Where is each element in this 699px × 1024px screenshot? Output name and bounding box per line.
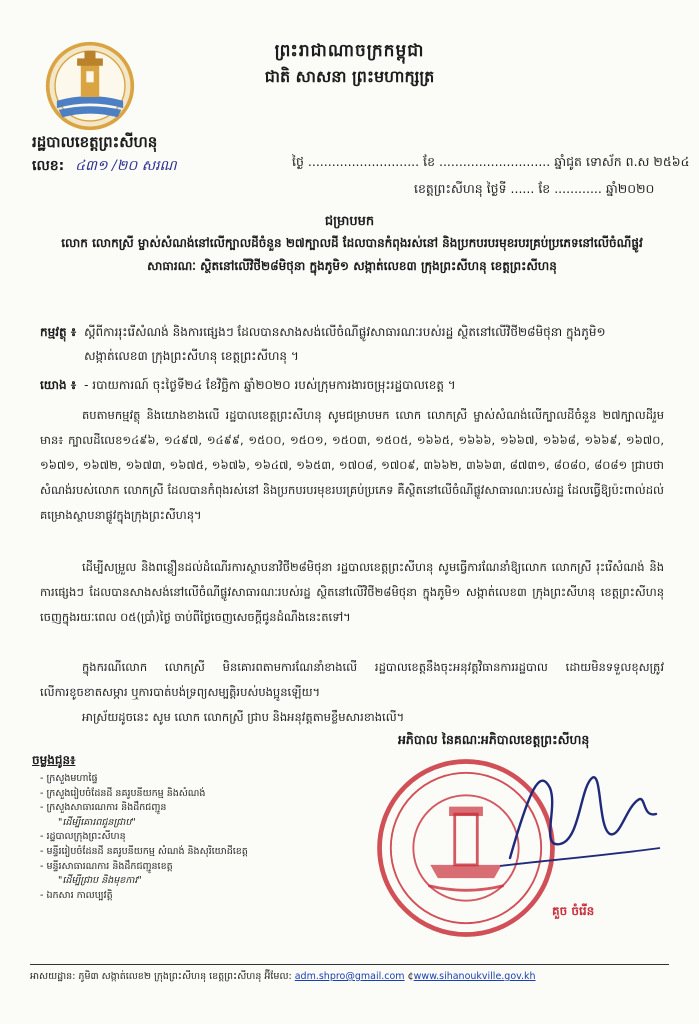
notice-addressee: លោក លោកស្រី ម្ចាស់សំណង់នៅលើក្បាលដីចំនួន ២៧ក្បាលដី ដែលបានកំពុងរស់នៅ និងប្រកបរបរមុខរបរគ្រប់ប្រភេទនៅលើចំណីផ្លូវសាធារណៈ ស្ថិតនៅលើវិថី២៨មិថុនា ក្នុងភូមិ១ សង្កាត់លេខ៣ ក្រុងព្រះសីហនុ ខេត្តព្រះសីហនុ [61,236,643,273]
kingdom-heading: ព្រះរាជាណាចក្រកម្ពុជា [274,41,425,61]
cc-item: - ឯកសារ កាលប្បវត្តិ [40,889,340,904]
number-value: ៤៣១ /២០ សរណ [75,158,177,174]
document-number [32,156,177,177]
subject-label: កម្មវត្ថុ ៖ [40,325,77,339]
footer-address: អាសយដ្ឋាន: ភូមិ៣ សង្កាត់លេខ២ ក្រុងព្រះសីហនុ ខេត្តព្រះសីហនុ អ៊ីមែល: [30,971,292,982]
notice-title: ជម្រាបមក [324,214,375,229]
footer-divider [30,964,669,965]
body-paragraph-3: ក្នុងករណីលោក លោកស្រី មិនគោរពតាមការណែនាំខាងលើ រដ្ឋបាលខេត្តនឹងចុះអនុវត្តវិធានការរដ្ឋបាល ដោយមិនទទួលខុសត្រូវលើការខូចខាតសម្ភារ ឬការបាត់បង់ទ្រព្យសម្បត្តិរបស់បងប្អូនឡើយ។ [40,660,664,699]
signatory-name: គួច ចំរើន [552,904,595,918]
number-label: លេខ: [32,158,65,174]
body-paragraph-2: ដើម្បីសម្រួល និងពន្លឿនដល់ដំណើរការស្ថាបនាវិថី២៨មិថុនា រដ្ឋបាលខេត្តព្រះសីហនុ សូមធ្វើការណែនាំឱ្យលោក លោកស្រី រុះរើសំណង់ និងការផ្សេងៗ ដែលបានសាងសង់នៅលើចំណីផ្លូវសាធារណៈរបស់រដ្ឋ ស្ថិតនៅលើវិថី២៨មិថុនា ក្នុងភូមិ១ សង្កាត់លេខ៣ ក្រុងព្រះសីហនុ ខេត្តព្រះសីហនុ ចេញក្នុងរយៈពេល ០៥(ប្រាំ)ថ្ងៃ ចាប់ពីថ្ងៃចេញសេចក្តីជូនដំណឹងនេះតទៅ។ [40,560,664,624]
body-paragraph-4: អាស្រ័យដូចនេះ សូម លោក លោកស្រី ជ្រាប និងអនុវត្តតាមខ្លឹមសារខាងលើ។ [82,710,405,724]
reference-label: យោង ៖ [40,378,77,392]
subject-text: ស្តីពីការរុះរើសំណង់ និងការផ្សេងៗ ដែលបានសាងសង់លើចំណីផ្លូវសាធារណៈរបស់រដ្ឋ ស្ថិតនៅលើវិថី២៨មិថុនា ក្នុងភូមិ១ សង្កាត់លេខ៣ ក្រុងព្រះសីហនុ ខេត្តព្រះសីហនុ ។ [84,325,606,363]
cc-item: - មន្ទីរសាធារណការ និងដឹកជញ្ជូនខេត្ត [40,860,340,875]
issuing-authority: រដ្ឋបាលខេត្តព្រះសីហនុ [32,133,158,151]
cc-heading: ចម្លងជូន៖ [32,753,76,767]
cc-item: - ក្រសួងរៀបចំដែនដី នគរូបនីយកម្ម និងសំណង់ [40,787,340,802]
lunar-date-line: ថ្ងៃ ............................ ខែ ............................ ឆ្នាំជូត ទោស័ក ព.ស ២៥៦៤ [292,154,690,169]
cc-item: - ក្រសួងសាធារណការ និងដឹកជញ្ជូន [40,801,340,816]
nation-motto: ជាតិ សាសនា ព្រះមហាក្សត្រ [264,67,435,86]
signatory-title: អភិបាល នៃគណៈអភិបាលខេត្តព្រះសីហនុ [398,732,590,747]
cc-list [40,772,340,903]
cc-item: - មន្ទីររៀបចំដែនដី នគរូបនីយកម្ម សំណង់ និងសុរិយោដីខេត្ត [40,845,340,860]
footer-website-link[interactable]: www.sihanoukville.gov.kh [413,971,536,982]
reference-line [40,373,664,397]
solar-date-line: ខេត្តព្រះសីហនុ ថ្ងៃទី ...... ខែ ............ ឆ្នាំ២០២០ [414,181,655,196]
cc-note: "ដើម្បីគោរពជូនជ្រាប" [58,816,136,828]
cc-item: - រដ្ឋបាលក្រុងព្រះសីហនុ [40,830,340,845]
footer-separator: ¢ [407,971,414,982]
footer-email-link[interactable]: adm.shpro@gmail.com [294,971,405,982]
body-paragraph-1: តបតាមកម្មវត្ថុ និងយោងខាងលើ រដ្ឋបាលខេត្តព្រះសីហនុ សូមជម្រាបមក លោក លោកស្រី ម្ចាស់សំណង់លើក្បាលដីចំនួន ២៧ក្បាលដីរួមមាន៖ ក្បាលដីលេខ១៤៩៦, ១៤៩៧, ១៤៩៩, ១៥០០, ១៥០១, ១៥០៣, ១៥០៥, ១៦៦៥, ១៦៦៦, ១៦៦៧, ១៦៦៨, ១៦៦៩, ១៦៧០, ១៦៧១, ១៦៧២, ១៦៧៣, ១៦៧៥, ១៦៧៦, ១៦៤៧, ១៦៥៣, ១៧០៨, ១៧០៩, ៣៦៦២, ៣៦៦៣, ៨៧៣១, ៨០៨០, ៨០៨១ ជ្រាបថា សំណង់របស់លោក លោកស្រី ដែលបានកំពុងរស់នៅ និងប្រកបរបរមុខរបរគ្រប់ប្រភេទ គឺស្ថិតនៅលើចំណីផ្លូវសាធារណៈរបស់រដ្ឋ ដែលធ្វើឱ្យប៉ះពាល់ដល់គម្រោងស្ថាបនាផ្លូវក្នុងក្រុងព្រះសីហនុ។ [40,408,664,522]
footer-contact [30,970,536,984]
handwritten-signature-icon [470,748,670,888]
reference-text: - របាយការណ៍ ចុះថ្ងៃទី២៤ ខែវិច្ឆិកា ឆ្នាំ២០២០ របស់ក្រុមការងារចម្រុះរដ្ឋបាលខេត្ត ។ [84,378,456,392]
cc-note: "ដើម្បីជ្រាប និងមុខការ" [58,875,142,887]
subject-line [40,320,664,368]
cc-item: - ក្រសួងមហាផ្ទៃ [40,772,340,787]
